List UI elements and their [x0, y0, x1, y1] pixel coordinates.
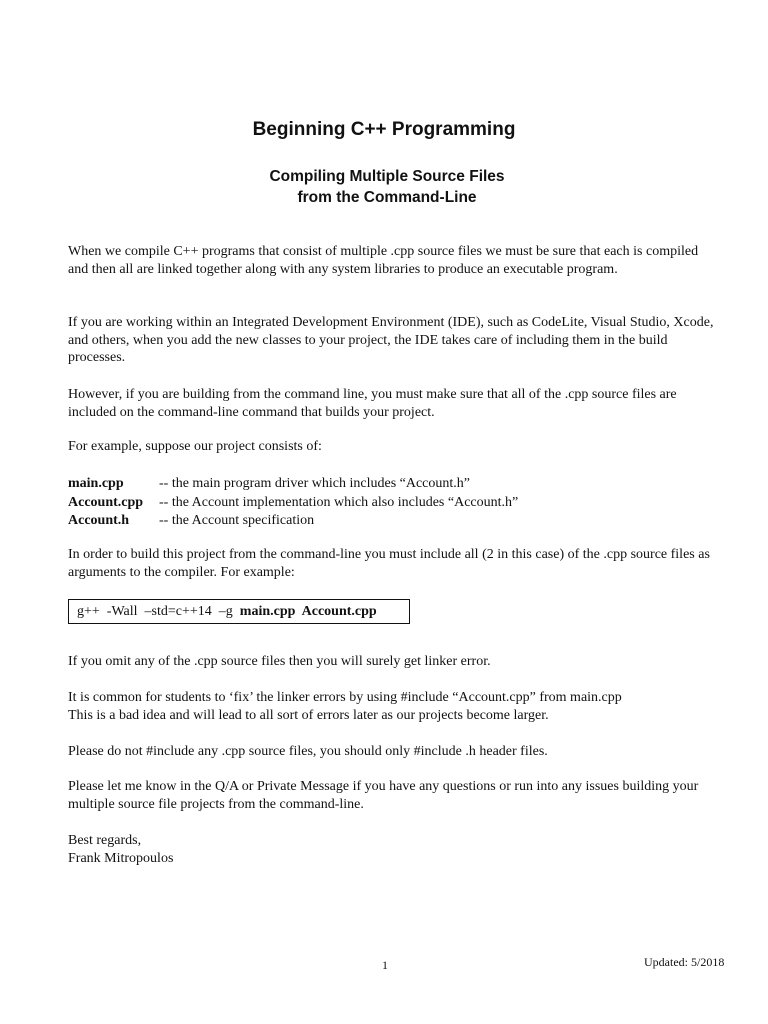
paragraph-contact: Please let me know in the Q/A or Private Message if you have any questions or run into any issues building your multiple source file projects from the command-line. [68, 779, 699, 812]
paragraph-intro: When we compile C++ programs that consist of multiple .cpp source files we must be sure that each is compiled and then all are linked together along with any system libraries to produce an executable program. [68, 244, 699, 277]
file-description: -- the main program driver which includes “Account.h” [159, 476, 471, 491]
page-number: 1 [382, 958, 388, 972]
file-description: -- the Account specification [159, 513, 315, 528]
paragraph-command-line: However, if you are building from the command line, you must make sure that all of the .cpp source files are included on the command-line command that builds your project. [68, 387, 677, 420]
paragraph-build-instructions: In order to build this project from the command-line you must include all (2 in this case) of the .cpp source files as arguments to the compiler. For example: [68, 547, 710, 580]
file-row-account-h [68, 512, 518, 531]
file-name: main.cpp [68, 476, 124, 491]
command-flags: g++ -Wall –std=c++14 –g [77, 604, 240, 619]
signature-block [68, 832, 173, 867]
file-row-main [68, 475, 518, 494]
command-example-box [68, 599, 410, 624]
file-description: -- the Account implementation which also includes “Account.h” [159, 494, 519, 510]
paragraph-omit-warning: If you omit any of the .cpp source files then you will surely get linker error. [68, 654, 491, 669]
paragraph-include-advice: Please do not #include any .cpp source files, you should only #include .h header files. [68, 744, 548, 759]
file-row-account-cpp [68, 494, 518, 513]
file-name: Account.h [68, 513, 130, 528]
author-name: Frank Mitropoulos [68, 850, 174, 866]
paragraph-ide: If you are working within an Integrated Development Environment (IDE), such as CodeLite, Visual Studio, Xcode, and others, when you add the new classes to your project, the IDE takes care of including them in the build processes. [68, 315, 714, 366]
mistake-line-2: This is a bad idea and will lead to all sort of errors later as our projects become larger. [68, 707, 549, 723]
document-title: Beginning C++ Programming [252, 119, 516, 140]
file-name: Account.cpp [68, 494, 144, 510]
document-subtitle [0, 166, 768, 208]
closing-text: Best regards, [68, 833, 142, 848]
file-list [68, 475, 518, 531]
command-files: main.cpp Account.cpp [239, 604, 377, 619]
paragraph-example-intro: For example, suppose our project consists of: [68, 439, 322, 454]
subtitle-line-1: Compiling Multiple Source Files [269, 168, 505, 185]
subtitle-line-2: from the Command-Line [297, 189, 477, 206]
updated-date: Updated: 5/2018 [644, 955, 725, 969]
mistake-line-1: It is common for students to ‘fix’ the linker errors by using #include “Account.cpp” from main.cpp [68, 690, 622, 705]
paragraph-common-mistake [68, 689, 718, 724]
